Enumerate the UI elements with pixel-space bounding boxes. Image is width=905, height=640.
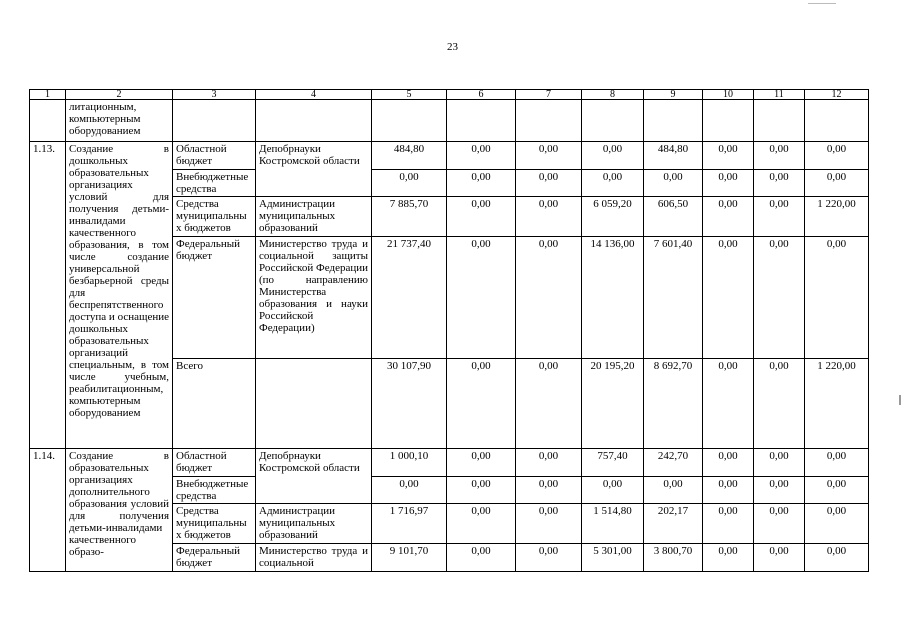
value-cell: 0,00 xyxy=(703,170,754,197)
value-cell: 0,00 xyxy=(805,504,869,544)
value-cell: 20 195,20 xyxy=(582,359,644,449)
value-cell: 1 716,97 xyxy=(372,504,447,544)
column-header-11: 11 xyxy=(754,90,805,100)
value-cell: 0,00 xyxy=(644,477,703,504)
funding-source-cell: Средства муниципальных бюджетов xyxy=(173,504,256,544)
measure-description-cell: Создание в образовательных организациях дополнительного образования условий для получения детьми-инвалидами качественного образо- xyxy=(66,449,173,572)
value-cell: 0,00 xyxy=(754,197,805,237)
value-cell: 0,00 xyxy=(754,237,805,359)
value-cell: 0,00 xyxy=(805,237,869,359)
value-cell: 9 101,70 xyxy=(372,544,447,572)
value-cell: 0,00 xyxy=(805,477,869,504)
table-row xyxy=(30,142,869,170)
value-cell: 0,00 xyxy=(372,170,447,197)
value-cell xyxy=(372,100,447,142)
executor-cell: Администрации муниципальных образований xyxy=(256,197,372,237)
page-number: 23 xyxy=(447,41,458,53)
funding-source-cell: Областной бюджет xyxy=(173,449,256,477)
value-cell: 0,00 xyxy=(516,544,582,572)
row-number-cell xyxy=(30,100,66,142)
value-cell: 30 107,90 xyxy=(372,359,447,449)
table-row-continuation xyxy=(30,100,869,142)
value-cell: 0,00 xyxy=(754,504,805,544)
column-header-6: 6 xyxy=(447,90,516,100)
value-cell: 0,00 xyxy=(447,449,516,477)
value-cell: 0,00 xyxy=(754,449,805,477)
funding-source-cell: Федеральный бюджет xyxy=(173,237,256,359)
column-header-8: 8 xyxy=(582,90,644,100)
executor-cell xyxy=(256,544,372,572)
value-cell: 0,00 xyxy=(703,197,754,237)
value-cell: 1 514,80 xyxy=(582,504,644,544)
value-cell: 0,00 xyxy=(447,504,516,544)
value-cell: 8 692,70 xyxy=(644,359,703,449)
value-cell: 0,00 xyxy=(516,477,582,504)
funding-source-cell: Областной бюджет xyxy=(173,142,256,170)
value-cell: 0,00 xyxy=(516,197,582,237)
value-cell: 0,00 xyxy=(447,477,516,504)
value-cell: 0,00 xyxy=(516,504,582,544)
value-cell: 0,00 xyxy=(516,237,582,359)
value-cell: 0,00 xyxy=(516,170,582,197)
value-cell: 1 220,00 xyxy=(805,359,869,449)
value-cell xyxy=(754,100,805,142)
value-cell: 242,70 xyxy=(644,449,703,477)
value-cell: 0,00 xyxy=(805,142,869,170)
value-cell: 0,00 xyxy=(447,170,516,197)
value-cell xyxy=(644,100,703,142)
value-cell: 0,00 xyxy=(754,142,805,170)
value-cell: 0,00 xyxy=(447,359,516,449)
value-cell: 0,00 xyxy=(447,237,516,359)
column-header-9: 9 xyxy=(644,90,703,100)
value-cell: 1 220,00 xyxy=(805,197,869,237)
value-cell: 5 301,00 xyxy=(582,544,644,572)
value-cell: 0,00 xyxy=(754,544,805,572)
side-edge-mark xyxy=(899,395,901,405)
value-cell: 202,17 xyxy=(644,504,703,544)
column-header-4: 4 xyxy=(256,90,372,100)
value-cell xyxy=(447,100,516,142)
value-cell: 0,00 xyxy=(703,359,754,449)
value-cell: 0,00 xyxy=(447,142,516,170)
column-header-12: 12 xyxy=(805,90,869,100)
value-cell: 3 800,70 xyxy=(644,544,703,572)
value-cell xyxy=(703,100,754,142)
value-cell: 0,00 xyxy=(805,544,869,572)
executor-cell: Депобрнауки Костромской области xyxy=(256,142,372,197)
column-header-5: 5 xyxy=(372,90,447,100)
measure-description-cell: литационным, компьютерным оборудованием xyxy=(66,100,173,142)
value-cell: 0,00 xyxy=(703,237,754,359)
value-cell: 0,00 xyxy=(805,170,869,197)
funding-source-cell: Средства муниципальных бюджетов xyxy=(173,197,256,237)
top-edge-mark xyxy=(808,3,836,4)
executor-cell: Министерство труда и социальной защиты Российской Федерации (по направлению Министерства образования и науки Российской Федерации) xyxy=(256,237,372,359)
value-cell: 0,00 xyxy=(703,449,754,477)
value-cell: 0,00 xyxy=(516,359,582,449)
value-cell xyxy=(516,100,582,142)
budget-table xyxy=(29,89,869,572)
executor-cell xyxy=(256,359,372,449)
value-cell: 1 000,10 xyxy=(372,449,447,477)
value-cell: 757,40 xyxy=(582,449,644,477)
value-cell xyxy=(805,100,869,142)
value-cell: 0,00 xyxy=(754,170,805,197)
funding-source-cell: Всего xyxy=(173,359,256,449)
value-cell: 0,00 xyxy=(372,477,447,504)
funding-source-cell: Федеральный бюджет xyxy=(173,544,256,572)
value-cell: 0,00 xyxy=(703,504,754,544)
row-number-cell: 1.13. xyxy=(30,142,66,449)
value-cell: 6 059,20 xyxy=(582,197,644,237)
value-cell: 21 737,40 xyxy=(372,237,447,359)
value-cell: 0,00 xyxy=(703,142,754,170)
row-number-cell: 1.14. xyxy=(30,449,66,572)
value-cell: 0,00 xyxy=(754,359,805,449)
column-header-10: 10 xyxy=(703,90,754,100)
funding-source-cell xyxy=(173,100,256,142)
value-cell: 0,00 xyxy=(582,170,644,197)
executor-cell: Депобрнауки Костромской области xyxy=(256,449,372,504)
value-cell: 7 885,70 xyxy=(372,197,447,237)
value-cell xyxy=(582,100,644,142)
value-cell: 484,80 xyxy=(372,142,447,170)
value-cell: 14 136,00 xyxy=(582,237,644,359)
value-cell: 484,80 xyxy=(644,142,703,170)
value-cell: 606,50 xyxy=(644,197,703,237)
value-cell: 0,00 xyxy=(582,142,644,170)
value-cell: 0,00 xyxy=(447,197,516,237)
executor-text-clipped: Министерство труда и социальной xyxy=(259,545,368,569)
value-cell: 0,00 xyxy=(516,142,582,170)
value-cell: 0,00 xyxy=(582,477,644,504)
funding-source-cell: Внебюджетные средства xyxy=(173,170,256,197)
executor-cell: Администрации муниципальных образований xyxy=(256,504,372,544)
value-cell: 0,00 xyxy=(447,544,516,572)
table-row xyxy=(30,449,869,477)
column-header-2: 2 xyxy=(66,90,173,100)
value-cell: 0,00 xyxy=(644,170,703,197)
measure-description-cell: Создание в дошкольных образовательных организациях условий для получения детьми-инвалидами качественного образования, в том числе создание универсальной безбарьерной среды для беспрепятственного доступа и оснащение дошкольных образовательных организаций специальным, в том числе учебным, реабилитационным, компьютерным оборудованием xyxy=(66,142,173,449)
value-cell: 0,00 xyxy=(805,449,869,477)
funding-source-cell: Внебюджетные средства xyxy=(173,477,256,504)
column-number-header-row xyxy=(30,90,869,100)
value-cell: 0,00 xyxy=(516,449,582,477)
value-cell: 0,00 xyxy=(703,544,754,572)
column-header-7: 7 xyxy=(516,90,582,100)
column-header-3: 3 xyxy=(173,90,256,100)
value-cell: 7 601,40 xyxy=(644,237,703,359)
column-header-1: 1 xyxy=(30,90,66,100)
executor-cell xyxy=(256,100,372,142)
value-cell: 0,00 xyxy=(754,477,805,504)
value-cell: 0,00 xyxy=(703,477,754,504)
